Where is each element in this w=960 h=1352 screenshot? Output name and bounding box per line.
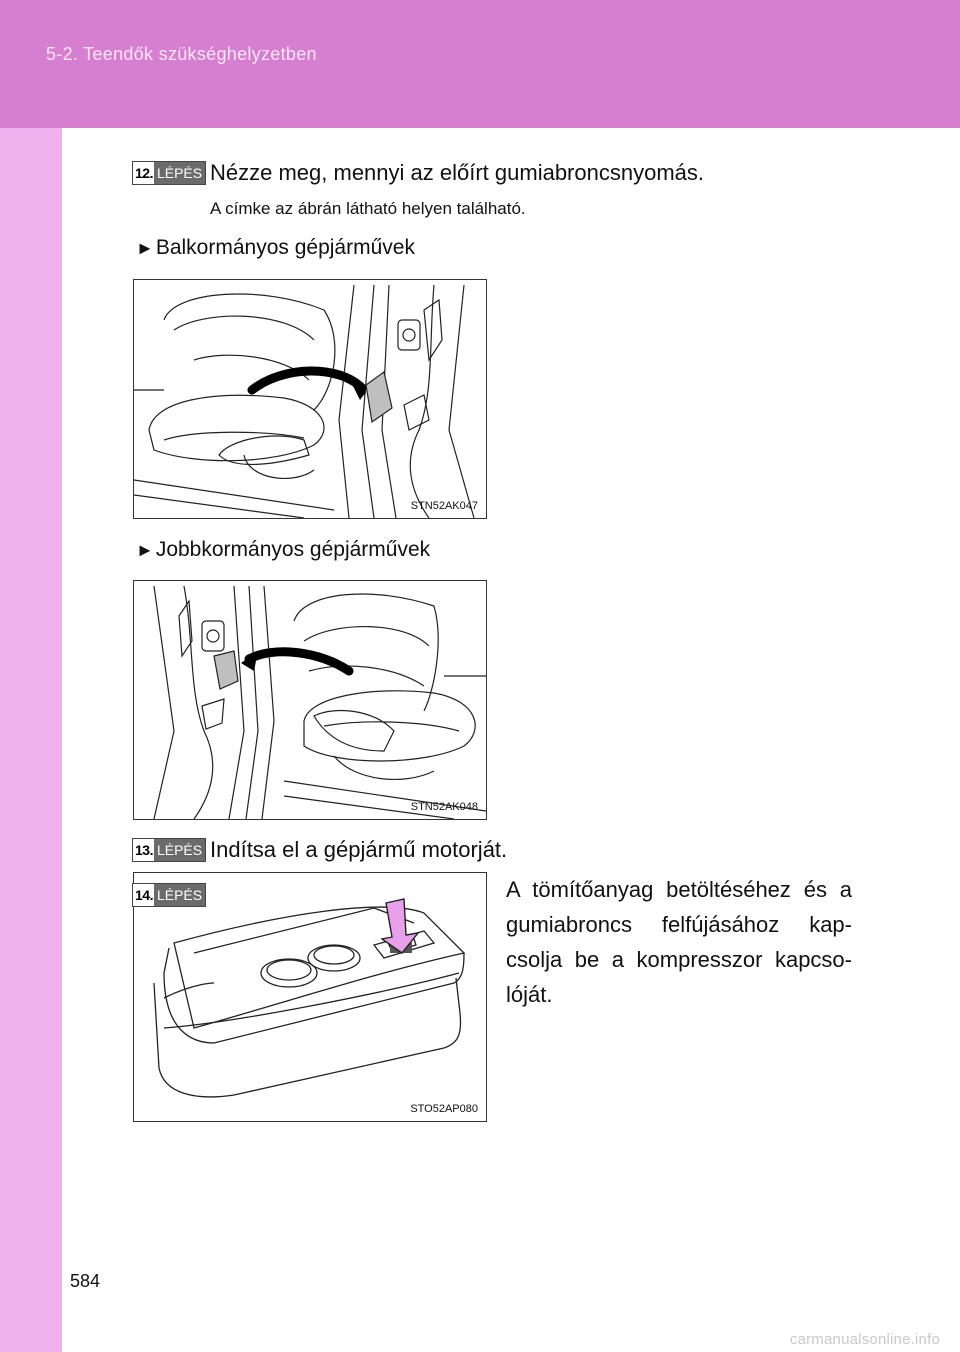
step-14-text: A tömítőanyag betöltéséhez és a gumiabroncs felfújásához kap-csolja be a kompresszor kapcso-lóját.	[506, 877, 852, 1007]
variant-lhd-heading	[136, 236, 415, 260]
step-13-badge	[132, 838, 206, 862]
seat-door-illustration-rhd	[134, 581, 486, 819]
page-number: 584	[70, 1271, 101, 1291]
figure-lhd-label-location	[133, 279, 487, 519]
figure-code: STO52AP080	[410, 1103, 478, 1115]
variant-label: Jobbkormányos gépjárművek	[155, 538, 431, 561]
watermark: carmanualsonline.info	[789, 1331, 940, 1348]
section-title: 5-2. Teendők szükséghelyzetben	[46, 44, 317, 64]
step-number: 13.	[133, 839, 154, 861]
figure-code: STN52AK048	[410, 801, 478, 813]
variant-rhd-heading	[136, 538, 430, 562]
step-13-text: Indítsa el a gépjármű motorját.	[210, 837, 508, 862]
figure-code: STN52AK047	[410, 500, 478, 512]
figure-compressor-switch	[133, 872, 487, 1122]
step-number: 12.	[133, 162, 154, 184]
step-14-badge	[132, 883, 206, 907]
compressor-illustration	[134, 873, 486, 1121]
variant-label: Balkormányos gépjárművek	[155, 236, 415, 259]
step-number: 14.	[133, 884, 154, 906]
step-word: LÉPÉS	[154, 162, 205, 184]
step-12-badge	[132, 161, 206, 185]
seat-door-illustration-lhd	[134, 280, 486, 518]
step-word: LÉPÉS	[154, 839, 205, 861]
step-word: LÉPÉS	[154, 884, 205, 906]
page-header	[0, 0, 960, 128]
side-tab	[0, 128, 62, 1352]
triangle-bullet-icon: ►	[136, 238, 154, 258]
step-12-text: Nézze meg, mennyi az előírt gumiabroncsnyomás.	[210, 160, 704, 185]
triangle-bullet-icon: ►	[136, 540, 154, 560]
step-12-note: A címke az ábrán látható helyen található.	[210, 199, 526, 218]
figure-rhd-label-location	[133, 580, 487, 820]
